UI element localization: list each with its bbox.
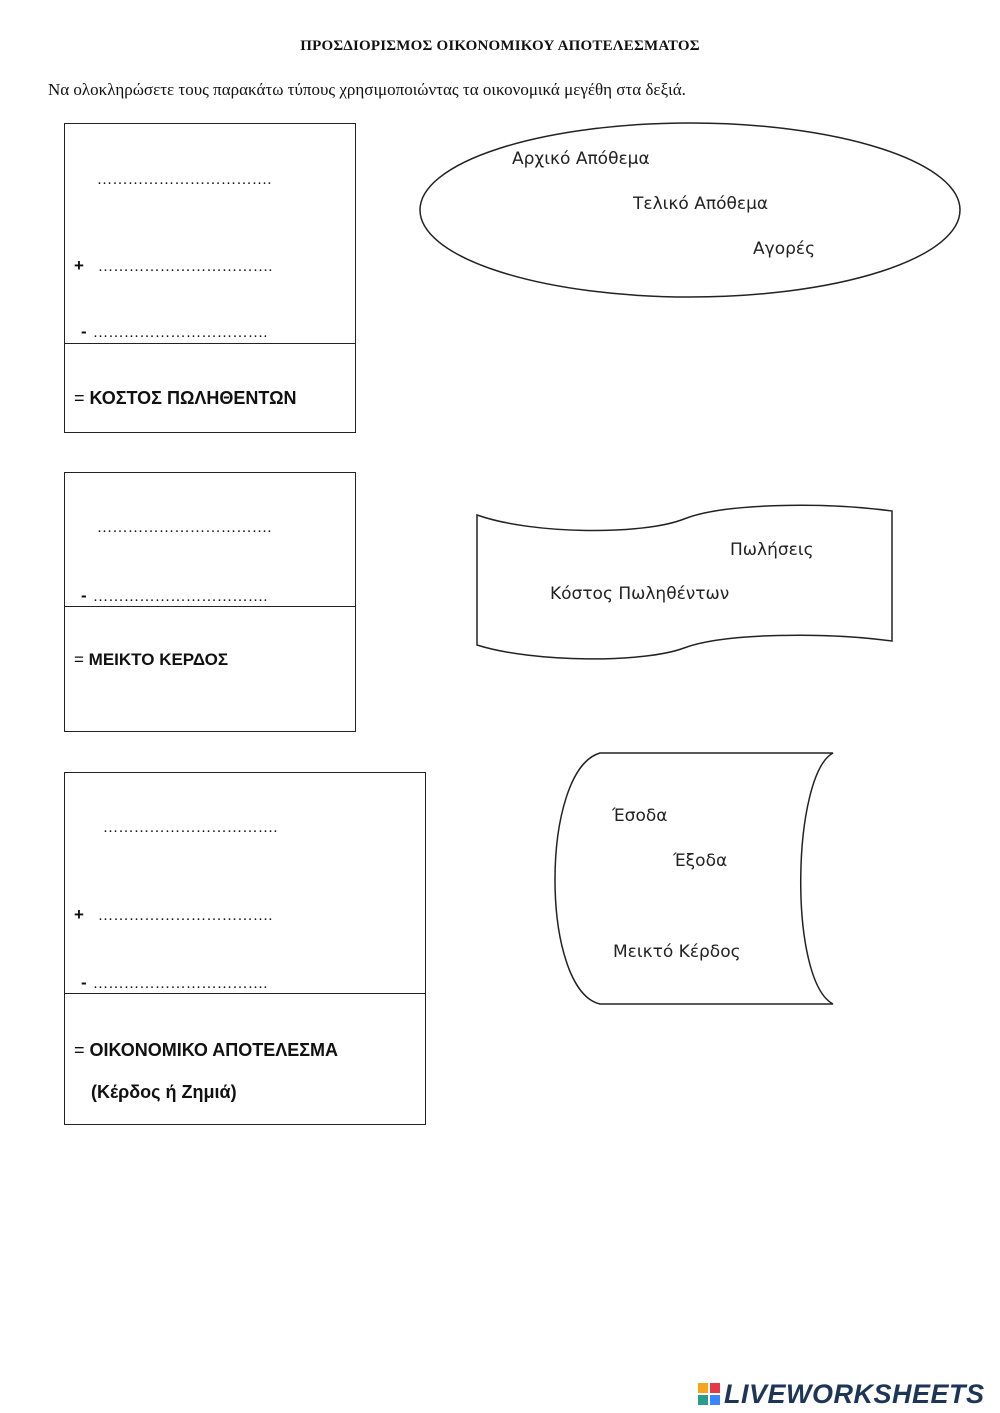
result-sublabel: (Κέρδος ή Ζημιά) xyxy=(91,1082,237,1102)
box-divider xyxy=(65,343,355,344)
worksheet-title: ΠΡΟΣΔΙΟΡΙΣΜΟΣ ΟΙΚΟΝΟΜΙΚΟΥ ΑΠΟΤΕΛΕΣΜΑΤΟΣ xyxy=(300,38,700,54)
result-label: = ΟΙΚΟΝΟΜΙΚΟ ΑΠΟΤΕΛΕΣΜΑ xyxy=(74,1040,339,1060)
draggable-word[interactable]: Πωλήσεις xyxy=(730,540,814,560)
blank-line-plus[interactable]: + ……………………………. xyxy=(74,905,273,924)
draggable-word[interactable]: Έσοδα xyxy=(612,806,668,826)
draggable-word[interactable]: Αγορές xyxy=(753,239,816,259)
plus-sign: + xyxy=(74,256,85,275)
result-label: = ΚΟΣΤΟΣ ΠΩΛΗΘΕΝΤΩΝ xyxy=(74,388,297,408)
instruction-text: Να ολοκληρώσετε τους παρακάτω τύπους χρησιμοποιώντας τα οικονομικά μεγέθη στα δεξιά. xyxy=(48,80,686,99)
minus-sign: - xyxy=(81,322,88,341)
result-label: = ΜΕΙΚΤΟ ΚΕΡΔΟΣ xyxy=(74,650,229,669)
blank-line-1[interactable]: ……………………………. xyxy=(97,172,272,188)
formula-box-financial-result xyxy=(64,772,426,1125)
blank-line-plus[interactable]: + ……………………………. xyxy=(74,256,273,275)
box-divider xyxy=(65,993,425,994)
blank-line-minus[interactable]: - ……………………………. xyxy=(81,586,268,605)
box-divider xyxy=(65,606,355,607)
liveworksheets-logo xyxy=(698,1378,985,1410)
draggable-word[interactable]: Κόστος Πωληθέντων xyxy=(550,584,730,604)
plus-sign: + xyxy=(74,905,85,924)
draggable-word[interactable]: Έξοδα xyxy=(673,851,728,871)
blank-line-minus[interactable]: - ……………………………. xyxy=(81,973,268,992)
brand-name: LIVEWORKSHEETS xyxy=(724,1378,985,1409)
blank-line-1[interactable]: ……………………………. xyxy=(97,520,272,536)
minus-sign: - xyxy=(81,586,88,605)
logo-icon xyxy=(698,1383,720,1405)
blank-line-minus[interactable]: - ……………………………. xyxy=(81,322,268,341)
minus-sign: - xyxy=(81,973,88,992)
blank-line-1[interactable]: ……………………………. xyxy=(103,820,278,836)
storage-shape xyxy=(550,750,840,1008)
formula-box-cost-of-sales xyxy=(64,123,356,433)
draggable-word[interactable]: Τελικό Απόθεμα xyxy=(633,194,769,214)
draggable-word[interactable]: Μεικτό Κέρδος xyxy=(613,942,741,962)
wave-banner-shape xyxy=(474,498,898,664)
formula-box-gross-profit xyxy=(64,472,356,732)
draggable-word[interactable]: Αρχικό Απόθεμα xyxy=(512,149,650,169)
